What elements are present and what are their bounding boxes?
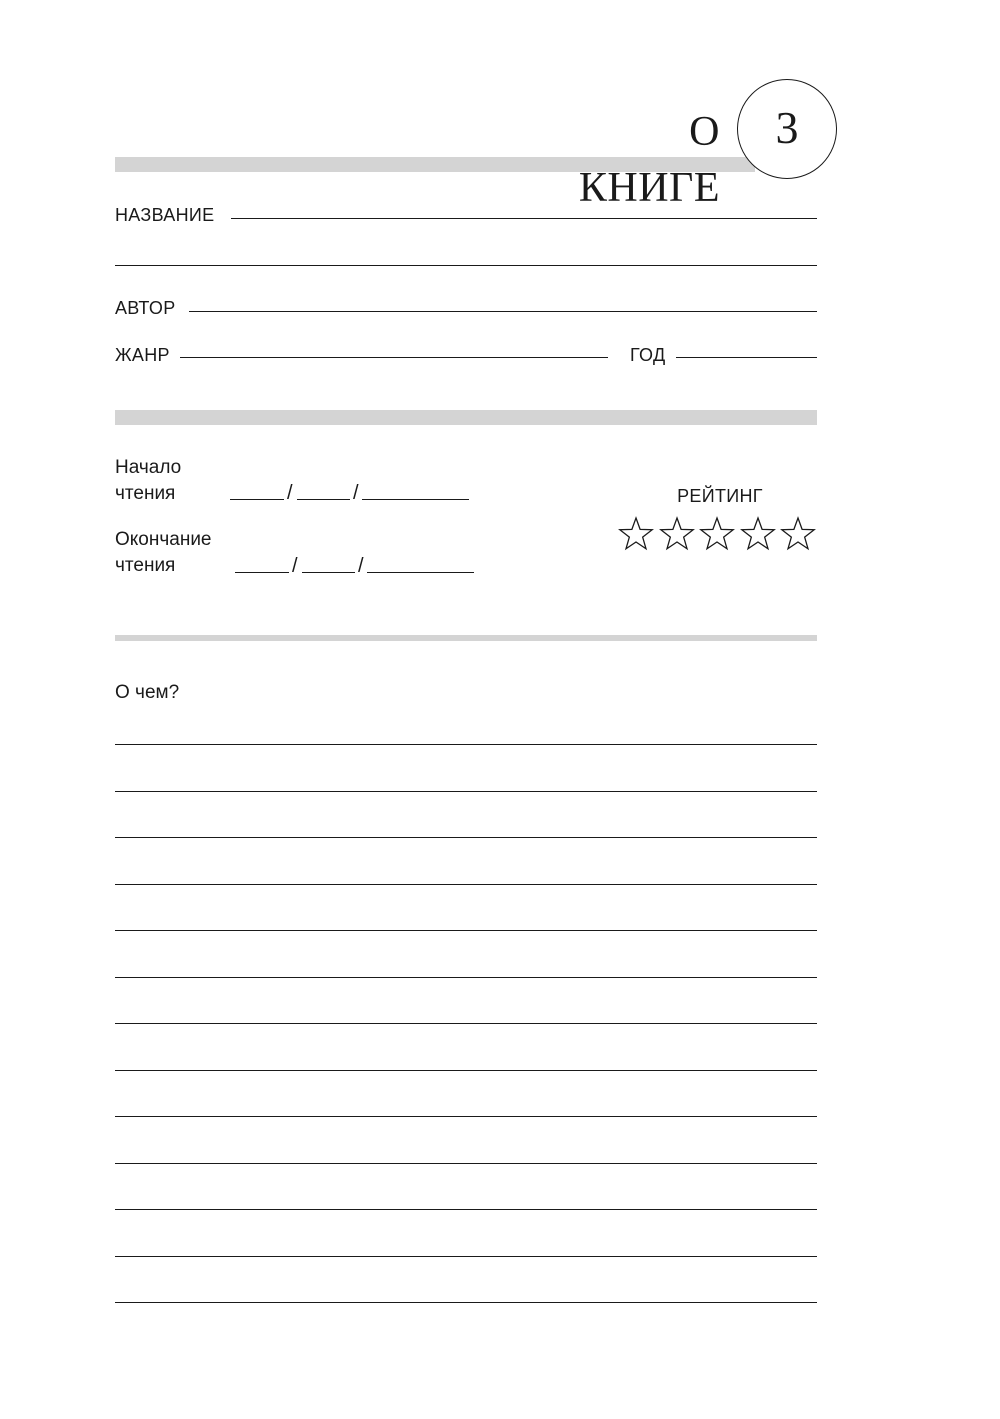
summary-line[interactable] [115,837,817,838]
title-label: НАЗВАНИЕ [115,205,215,225]
summary-line[interactable] [115,1023,817,1024]
start-year-line[interactable] [362,499,469,500]
summary-line[interactable] [115,1256,817,1257]
summary-line[interactable] [115,744,817,745]
end-year-line[interactable] [367,572,474,573]
author-label: АВТОР [115,298,176,318]
start-date-separator-2: / [353,482,359,504]
star-icon[interactable] [740,516,776,552]
star-icon[interactable] [659,516,695,552]
end-date-separator: / [292,555,298,577]
page-title: О КНИГЕ [578,109,720,211]
start-day-line[interactable] [230,499,284,500]
title-input-line-2[interactable] [115,265,817,266]
section-divider-bar [115,410,817,425]
star-icon[interactable] [618,516,654,552]
title-input-line[interactable] [231,218,817,219]
end-date-separator-2: / [358,555,364,577]
year-input-line[interactable] [676,357,817,358]
rating-stars [618,516,818,556]
reading-end-label [115,527,212,579]
reading-start-line1: Начало [115,457,182,478]
summary-line[interactable] [115,791,817,792]
genre-label: ЖАНР [115,345,170,365]
summary-line[interactable] [115,1209,817,1210]
summary-line[interactable] [115,1163,817,1164]
start-date-separator: / [287,482,293,504]
summary-line[interactable] [115,1116,817,1117]
reading-end-line1: Окончание [115,529,212,550]
end-month-line[interactable] [302,572,355,573]
reading-start-label [115,455,181,507]
year-label: ГОД [630,345,666,365]
rating-label: РЕЙТИНГ [677,486,763,506]
section-divider-bar-2 [115,635,817,641]
summary-line[interactable] [115,1070,817,1071]
reading-start-line2: чтения [115,483,176,504]
summary-line[interactable] [115,977,817,978]
start-month-line[interactable] [297,499,350,500]
summary-line[interactable] [115,930,817,931]
star-icon[interactable] [780,516,816,552]
chapter-number-badge: 3 [737,79,837,179]
star-icon[interactable] [699,516,735,552]
summary-line[interactable] [115,1302,817,1303]
author-input-line[interactable] [189,311,817,312]
summary-line[interactable] [115,884,817,885]
summary-label: О чем? [115,682,180,703]
genre-input-line[interactable] [180,357,608,358]
end-day-line[interactable] [235,572,289,573]
reading-end-line2: чтения [115,555,176,576]
